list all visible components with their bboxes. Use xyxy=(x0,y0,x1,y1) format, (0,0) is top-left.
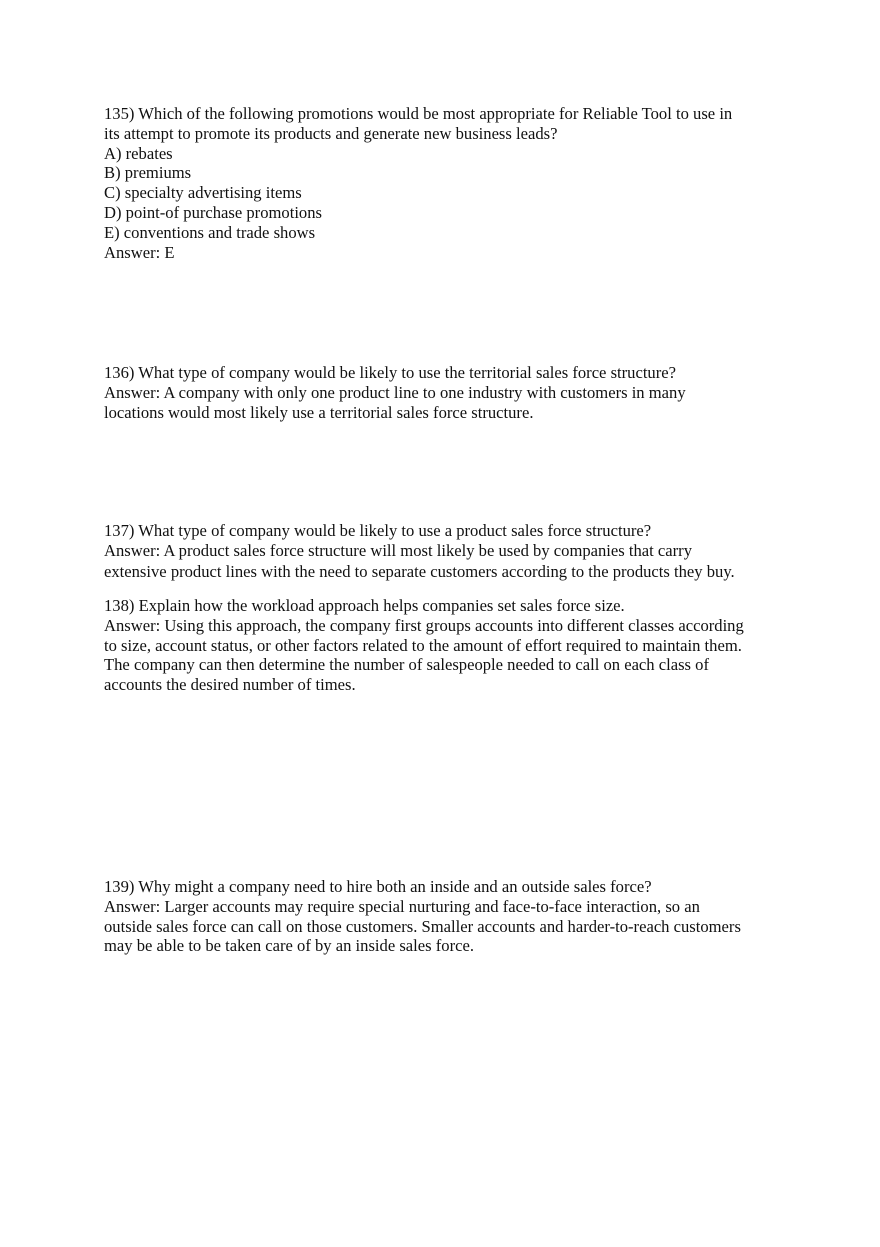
question-136 xyxy=(104,363,784,422)
question-139-text: 139) Why might a company need to hire both an inside and an outside sales force? xyxy=(104,877,652,896)
question-137-answer: Answer: A product sales force structure will most likely be used by companies that carry xyxy=(104,540,692,560)
question-139 xyxy=(104,877,784,956)
question-139-answer: Answer: Larger accounts may require special nurturing and face-to-face interaction, so an xyxy=(104,896,700,916)
question-135-answer: Answer: E xyxy=(104,242,175,262)
question-135-option-c: C) specialty advertising items xyxy=(104,183,302,203)
question-136-answer: Answer: A company with only one product line to one industry with customers in many xyxy=(104,382,686,402)
question-136-text: 136) What type of company would be likely to use the territorial sales force structure? xyxy=(104,363,676,382)
question-135-option-a: A) rebates xyxy=(104,143,173,163)
question-138-text: 138) Explain how the workload approach helps companies set sales force size. xyxy=(104,596,625,615)
question-138-answer-cont-3: accounts the desired number of times. xyxy=(104,675,356,695)
question-136-answer-cont: locations would most likely use a territorial sales force structure. xyxy=(104,402,534,422)
question-135-option-b: B) premiums xyxy=(104,163,192,183)
question-138-answer-cont-1: to size, account status, or other factors related to the amount of effort required to maintain them. xyxy=(104,635,742,655)
question-138-answer-cont-2: The company can then determine the number of salespeople needed to call on each class of xyxy=(104,655,709,675)
question-135 xyxy=(104,104,784,262)
question-139-answer-cont-1: outside sales force can call on those customers. Smaller accounts and harder-to-reach customers xyxy=(104,916,741,936)
question-135-option-e: E) conventions and trade shows xyxy=(104,222,316,242)
question-135-option-d: D) point-of purchase promotions xyxy=(104,202,322,222)
question-137-text: 137) What type of company would be likely to use a product sales force structure? xyxy=(104,521,652,540)
question-138-answer: Answer: Using this approach, the company first groups accounts into different classes according xyxy=(104,615,744,635)
question-138 xyxy=(104,596,784,695)
question-135-text-cont: its attempt to promote its products and generate new business leads? xyxy=(104,123,558,143)
question-135-text: 135) Which of the following promotions would be most appropriate for Reliable Tool to use in xyxy=(104,104,733,123)
question-139-answer-cont-2: may be able to be taken care of by an inside sales force. xyxy=(104,936,474,956)
question-137 xyxy=(104,521,784,583)
question-137-answer-cont: extensive product lines with the need to separate customers according to the products they buy. xyxy=(104,561,735,581)
